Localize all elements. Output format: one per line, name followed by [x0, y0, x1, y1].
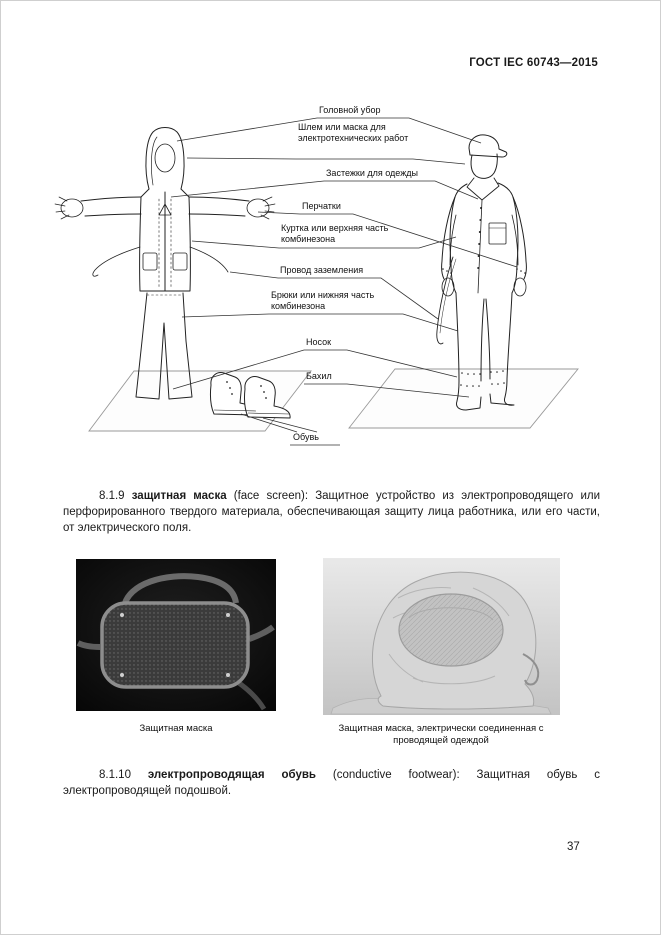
- photo-face-screen: [76, 559, 276, 711]
- label-ground-wire: Провод заземления: [280, 265, 364, 275]
- clause-definition: Защитное устройство из электропроводящего или перфорированного твердого материала, обеспечивающая защиту лица работника, или его части, от электрического поля.: [63, 490, 600, 534]
- label-footwear: Обувь: [293, 432, 319, 442]
- label-trousers: Брюки или нижняя часть комбинезона: [271, 290, 375, 311]
- section-8-1-10: [63, 767, 600, 799]
- label-gloves: Перчатки: [302, 201, 341, 211]
- label-fasteners: Застежки для одежды: [326, 168, 418, 178]
- clause-term-english: (face screen):: [233, 490, 309, 502]
- label-overshoe: Бахил: [306, 371, 332, 381]
- photo-caption-face-screen: Защитная маска: [139, 723, 213, 734]
- section-8-1-9: [63, 488, 600, 536]
- clause-definition: Защитная обувь с электропроводящей подошвой.: [63, 769, 601, 797]
- photo-caption-face-screen-connected: Защитная маска, электрически соединенная с проводящей одеждой: [338, 723, 544, 746]
- label-jacket: Куртка или верхняя часть комбинезона: [281, 223, 389, 244]
- photo-face-screen-connected: [323, 558, 560, 715]
- page-number: 37: [567, 841, 580, 853]
- clause-term: электропроводящая обувь: [147, 769, 316, 781]
- label-headwear: Головной убор: [319, 105, 381, 115]
- clause-term: защитная маска: [131, 490, 227, 502]
- clause-number: 8.1.9: [99, 490, 125, 502]
- left-figure: [55, 128, 275, 400]
- label-helmet-or-mask: Шлем или маска для электротехнических работ: [298, 122, 409, 143]
- label-sock: Носок: [306, 337, 332, 347]
- clause-term-english: (conductive footwear):: [332, 769, 460, 781]
- clause-number: 8.1.10: [99, 769, 131, 781]
- doc-code-header: ГОСТ IEC 60743—2015: [469, 57, 598, 69]
